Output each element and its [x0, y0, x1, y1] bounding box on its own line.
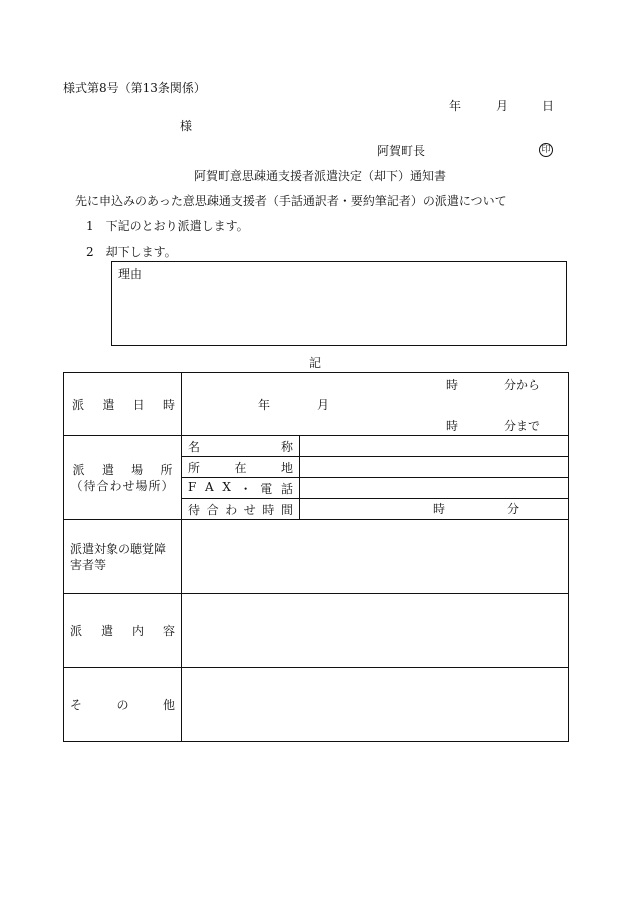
- row-content: [64, 594, 569, 668]
- place-address-label: [182, 457, 300, 478]
- form-number: 様式第8号（第13条関係）: [63, 81, 206, 95]
- place-name-field[interactable]: [300, 436, 569, 457]
- row-target-person: [64, 520, 569, 594]
- label-char: 時: [262, 502, 275, 517]
- place-name-label: [182, 436, 300, 457]
- label-char: 遣: [101, 462, 114, 477]
- label-char: 名: [188, 439, 201, 454]
- label-char: 時: [162, 397, 175, 412]
- content-label: [64, 594, 182, 668]
- label-char: 遣: [100, 624, 113, 638]
- dispatch-date-label: [64, 373, 182, 436]
- document-title: 阿賀町意思疎通支援者派遣決定（却下）通知書: [194, 169, 447, 183]
- label-char: F: [188, 479, 197, 494]
- target-person-label: 派遣対象の聴覚障害者等: [64, 520, 182, 594]
- date-year: 年: [258, 398, 271, 412]
- target-person-field[interactable]: [182, 520, 569, 594]
- label-char: X: [222, 479, 231, 494]
- time-to-minute: 分まで: [504, 419, 541, 433]
- row-dispatch-date: [64, 373, 569, 436]
- dispatch-date-field[interactable]: [182, 373, 569, 436]
- wait-time-field[interactable]: [300, 499, 569, 520]
- wait-minute: 分: [507, 502, 520, 516]
- time-from-minute: 分から: [504, 378, 541, 392]
- date-year-label: 年: [449, 99, 462, 113]
- label-char: 場: [131, 462, 144, 477]
- label-char: ・: [239, 481, 252, 496]
- addressee-suffix: 様: [180, 119, 193, 133]
- reason-label: 理由: [118, 267, 143, 281]
- label-char: 待: [188, 502, 201, 517]
- label-char: 在: [234, 460, 247, 475]
- dispatch-place-label: [64, 436, 182, 520]
- reason-box: [111, 261, 567, 346]
- issuer-name: 阿賀町長: [377, 144, 426, 158]
- label-char: A: [205, 479, 214, 494]
- label-char: 所: [160, 462, 173, 477]
- date-month-label: 月: [496, 99, 509, 113]
- label-char: 遣: [102, 397, 115, 412]
- time-from-hour: 時: [446, 378, 459, 392]
- label-char: 称: [280, 439, 293, 454]
- label-char: せ: [243, 502, 256, 517]
- place-address-field[interactable]: [300, 457, 569, 478]
- row-other: [64, 668, 569, 742]
- label-char: 容: [162, 624, 175, 638]
- time-to-hour: 時: [446, 419, 459, 433]
- label-char: 合: [206, 502, 219, 517]
- intro-text: 先に申込みのあった意思疎通支援者（手話通訳者・要約筆記者）の派遣について: [75, 194, 507, 208]
- label-char: 派: [70, 624, 83, 638]
- label-char: 話: [280, 481, 293, 496]
- other-field[interactable]: [182, 668, 569, 742]
- label-char: 電: [260, 481, 273, 496]
- dispatch-table: [63, 372, 569, 742]
- label-char: の: [116, 698, 129, 712]
- label-char: そ: [70, 698, 83, 712]
- label-char: 派: [72, 397, 85, 412]
- label-char: 他: [162, 698, 175, 712]
- option-reject: 2 却下します。: [86, 245, 177, 259]
- seal-mark: 印: [539, 143, 553, 157]
- place-fax-label: [182, 478, 300, 499]
- label-char: 所: [188, 460, 201, 475]
- wait-time-label: [182, 499, 300, 520]
- label-char: 間: [280, 502, 293, 517]
- ki-heading: 記: [309, 356, 322, 370]
- content-field[interactable]: [182, 594, 569, 668]
- other-label: [64, 668, 182, 742]
- row-place-name: [64, 436, 569, 457]
- option-dispatch: 1 下記のとおり派遣します。: [86, 219, 249, 233]
- label-char: わ: [225, 502, 238, 517]
- date-month: 月: [317, 398, 330, 412]
- meeting-place-sub-label: （待合わせ場所）: [70, 478, 175, 493]
- label-char: 内: [131, 624, 144, 638]
- label-char: 日: [132, 397, 145, 412]
- label-char: 派: [72, 462, 85, 477]
- place-fax-field[interactable]: [300, 478, 569, 499]
- date-day-label: 日: [542, 99, 555, 113]
- wait-hour: 時: [433, 502, 446, 516]
- label-char: 地: [280, 460, 293, 475]
